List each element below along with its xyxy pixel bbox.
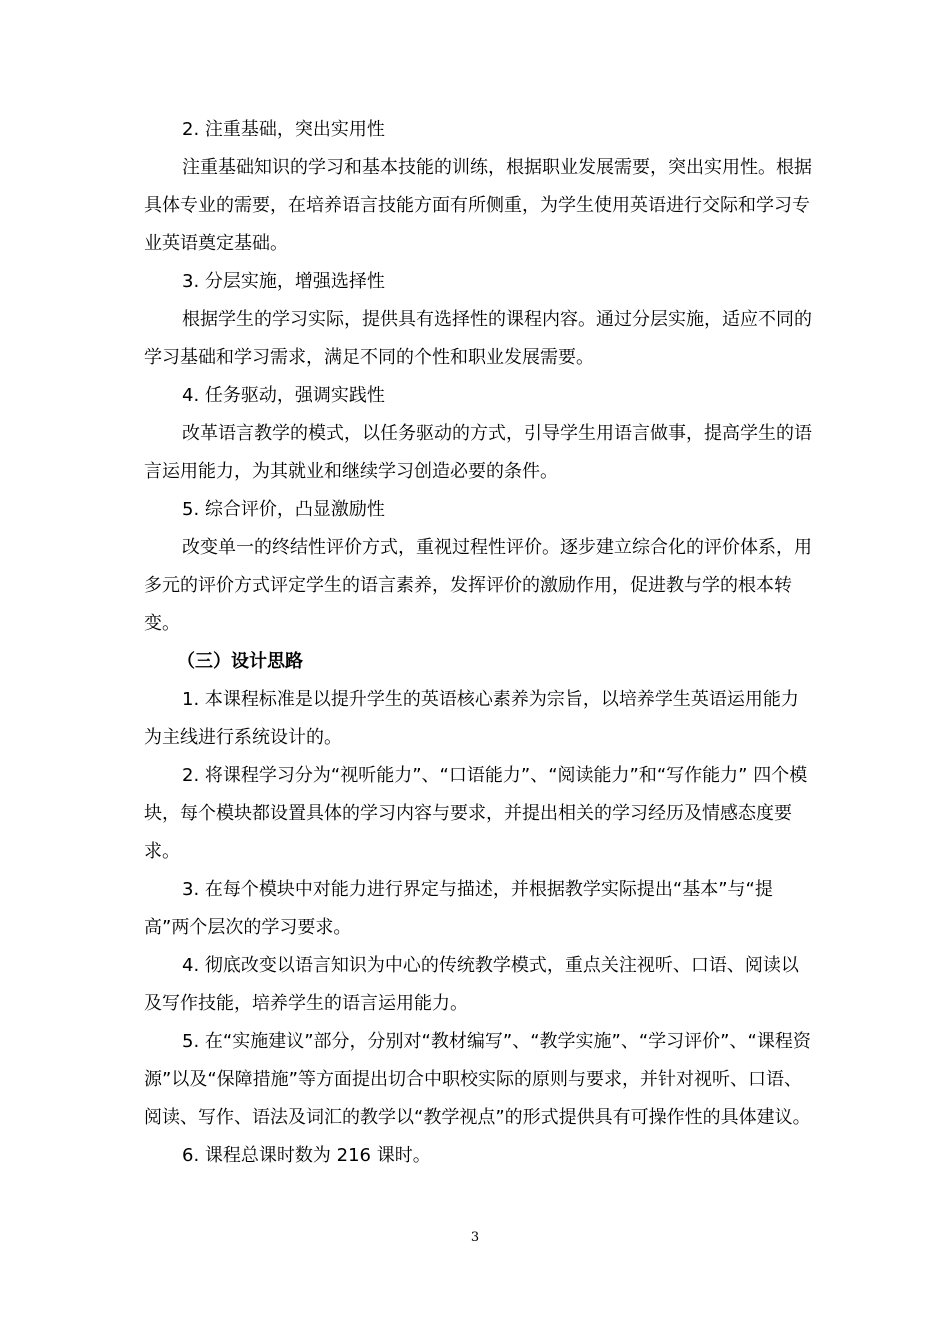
design-item-6: 6. 课程总课时数为 216 课时。: [182, 1145, 431, 1166]
principle-heading-2: 2. 注重基础，突出实用性: [182, 119, 385, 140]
principle-heading-3: 3. 分层实施，增强选择性: [182, 271, 385, 292]
design-item-5: 5. 在“实施建议”部分，分别对“教材编写”、“教学实施”、“学习评价”、“课程资源”以及“保障措施”等方面提出切合中职校实际的原则与要求，并针对视听、口语、阅读、写作、语法及词汇的教学以“教学视点”的形式提供具有可操作性的具体建议。: [144, 1031, 811, 1128]
principle-paragraph-2: 注重基础知识的学习和基本技能的训练，根据职业发展需要，突出实用性。根据具体专业的需要，在培养语言技能方面有所侧重，为学生使用英语进行交际和学习专业英语奠定基础。: [144, 157, 812, 254]
principle-paragraph-3: 根据学生的学习实际，提供具有选择性的课程内容。通过分层实施，适应不同的学习基础和学习需求，满足不同的个性和职业发展需要。: [144, 309, 812, 368]
design-item-1: 1. 本课程标准是以提升学生的英语核心素养为宗旨，以培养学生英语运用能力为主线进行系统设计的。: [144, 689, 799, 748]
principle-heading-5: 5. 综合评价，凸显激励性: [182, 499, 385, 520]
principle-paragraph-5: 改变单一的终结性评价方式，重视过程性评价。逐步建立综合化的评价体系，用多元的评价方式评定学生的语言素养，发挥评价的激励作用，促进教与学的根本转变。: [144, 537, 812, 634]
section-title-design: （三）设计思路: [177, 651, 303, 672]
page-number: 3: [470, 1230, 480, 1245]
design-item-2: 2. 将课程学习分为“视听能力”、“口语能力”、“阅读能力”和“写作能力” 四个模块，每个模块都设置具体的学习内容与要求，并提出相关的学习经历及情感态度要求。: [144, 765, 808, 862]
principle-paragraph-4: 改革语言教学的模式，以任务驱动的方式，引导学生用语言做事，提高学生的语言运用能力，为其就业和继续学习创造必要的条件。: [144, 423, 812, 482]
design-item-3: 3. 在每个模块中对能力进行界定与描述，并根据教学实际提出“基本”与“提高”两个层次的学习要求。: [144, 879, 773, 938]
document-body: [144, 111, 812, 1175]
principle-heading-4: 4. 任务驱动，强调实践性: [182, 385, 385, 406]
design-item-4: 4. 彻底改变以语言知识为中心的传统教学模式，重点关注视听、口语、阅读以及写作技能，培养学生的语言运用能力。: [144, 955, 799, 1014]
